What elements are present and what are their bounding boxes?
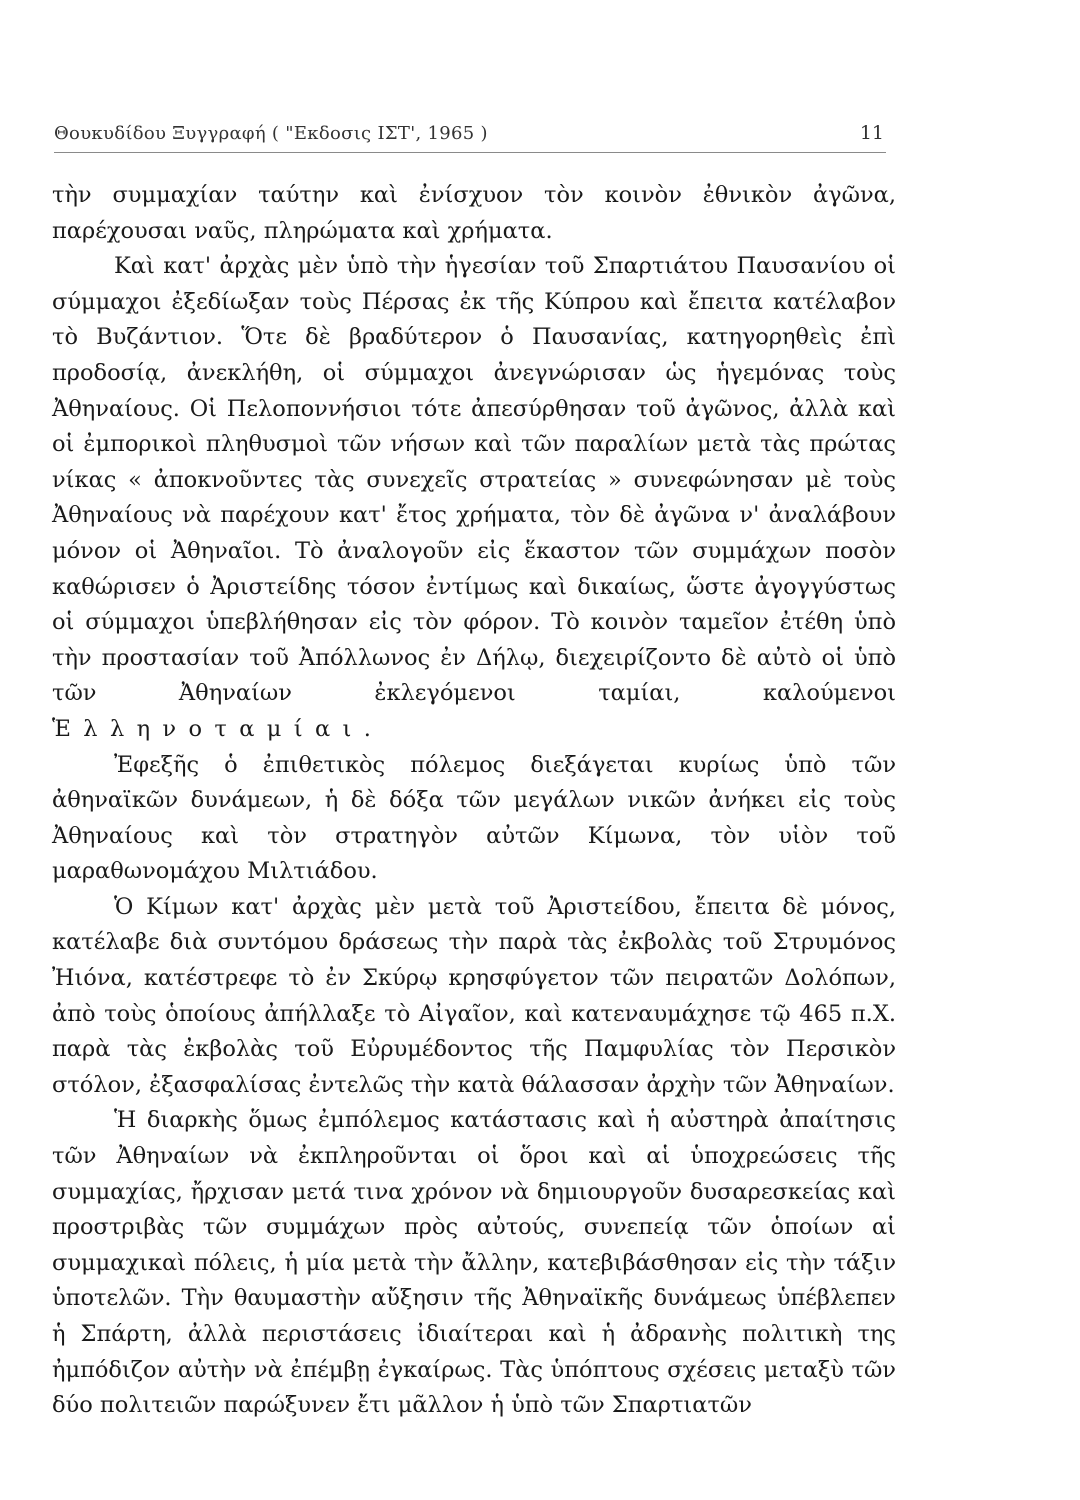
running-header [54, 122, 884, 144]
paragraph: τὴν συμμαχίαν ταύτην καὶ ἐνίσχυον τὸν κοινὸν ἐθνικὸν ἀγῶνα, παρέχουσαι ναῦς, πληρώματα καὶ χρήματα. [52, 182, 896, 244]
paragraph: Ἐφεξῆς ὁ ἐπιθετικὸς πόλεμος διεξάγεται κυρίως ὑπὸ τῶν ἀθηναϊκῶν δυνάμεων, ἡ δὲ δόξα τῶν μεγάλων νικῶν ἀνήκει εἰς τοὺς Ἀθηναίους καὶ τὸν στρατηγὸν αὐτῶν Κίμωνα, τὸν υἱὸν τοῦ μαραθωνομάχου Μιλτιάδου. [52, 751, 896, 885]
paragraph-end: . [363, 715, 371, 742]
paragraph-text: Καὶ κατ' ἀρχὰς μὲν ὑπὸ τὴν ἡγεσίαν τοῦ Σπαρτιάτου Παυσανίου οἱ σύμμαχοι ἐξεδίωξαν τοὺς Πέρσας ἐκ τῆς Κύπρου καὶ ἔπειτα κατέλαβον τὸ Βυζάντιον. Ὅτε δὲ βραδύτερον ὁ Παυσανίας, κατηγορηθεὶς ἐπὶ προδοσίᾳ, ἀνεκλήθη, οἱ σύμμαχοι ἀνεγνώρισαν ὡς ἡγεμόνας τοὺς Ἀθηναίους. Οἱ Πελοποννήσιοι τότε ἀπεσύρθησαν τοῦ ἀγῶνος, ἀλλὰ καὶ οἱ ἐμπορικοὶ πληθυσμοὶ τῶν νήσων καὶ τῶν παραλίων μετὰ τὰς πρώτας νίκας « ἀποκνοῦντες τὰς συνεχεῖς στρατείας » συνεφώνησαν μὲ τοὺς Ἀθηναίους νὰ παρέχουν κατ' ἔτος χρήματα, τὸν δὲ ἀγῶνα ν' ἀναλάβουν μόνον οἱ Ἀθηναῖοι. Τὸ ἀναλογοῦν εἰς ἕκαστον τῶν συμμάχων ποσὸν καθώρισεν ὁ Ἀριστείδης τόσον ἐντίμως καὶ δικαίως, ὥστε ἀγογγύστως οἱ σύμμαχοι ὑπεβλήθησαν εἰς τὸν φόρον. Τὸ κοινὸν ταμεῖον ἐτέθη ὑπὸ τὴν προστασίαν τοῦ Ἀπόλλωνος ἐν Δήλῳ, διεχειρίζοντο δὲ αὐτὸ οἱ ὑπὸ τῶν Ἀθηναίων ἐκλεγόμενοι ταμίαι, καλούμενοι [52, 253, 896, 707]
body-text [52, 178, 896, 1424]
paragraph [52, 249, 896, 747]
spaced-term: Ἑλληνοταμίαι [52, 715, 364, 742]
running-title: Θουκυδίδου Ξυγγραφή ( "Εκδοσις ΙΣΤ', 1965 ) [54, 123, 488, 144]
page-number: 11 [859, 122, 884, 144]
header-rule [54, 152, 886, 153]
paragraph: Ἡ διαρκὴς ὅμως ἐμπόλεμος κατάστασις καὶ ἡ αὐστηρὰ ἀπαίτησις τῶν Ἀθηναίων νὰ ἐκπληροῦνται οἱ ὅροι καὶ αἱ ὑποχρεώσεις τῆς συμμαχίας, ἤρχισαν μετά τινα χρόνον νὰ δημιουργοῦν δυσαρεσκείας καὶ προστριβὰς τῶν συμμάχων πρὸς αὐτούς, συνεπείᾳ τῶν ὁποίων αἱ συμμαχικαὶ πόλεις, ἡ μία μετὰ τὴν ἄλλην, κατεβιβάσθησαν εἰς τὴν τάξιν ὑποτελῶν. Τὴν θαυμαστὴν αὔξησιν τῆς Ἀθηναϊκῆς δυνάμεως ὑπέβλεπεν ἡ Σπάρτη, ἀλλὰ περιστάσεις ἰδιαίτεραι καὶ ἡ ἀδρανὴς πολιτικὴ της ἠμπόδιζον αὐτὴν νὰ ἐπέμβῃ ἐγκαίρως. Τὰς ὑπόπτους σχέσεις μεταξὺ τῶν δύο πολιτειῶν παρώξυνεν ἔτι μᾶλλον ἡ ὑπὸ τῶν Σπαρτιατῶν [52, 1107, 896, 1419]
paragraph: Ὁ Κίμων κατ' ἀρχὰς μὲν μετὰ τοῦ Ἀριστείδου, ἔπειτα δὲ μόνος, κατέλαβε διὰ συντόμου δράσεως τὴν παρὰ τὰς ἐκβολὰς τοῦ Στρυμόνος Ἠιόνα, κατέστρεφε τὸ ἐν Σκύρῳ κρησφύγετον τῶν πειρατῶν Δολόπων, ἀπὸ τοὺς ὁποίους ἀπήλλαξε τὸ Αἰγαῖον, καὶ κατεναυμάχησε τῷ 465 π.Χ. παρὰ τὰς ἐκβολὰς τοῦ Εὐρυμέδοντος τῆς Παμφυλίας τὸν Περσικὸν στόλον, ἐξασφαλίσας ἐντελῶς τὴν κατὰ θάλασσαν ἀρχὴν τῶν Ἀθηναίων. [52, 893, 896, 1098]
